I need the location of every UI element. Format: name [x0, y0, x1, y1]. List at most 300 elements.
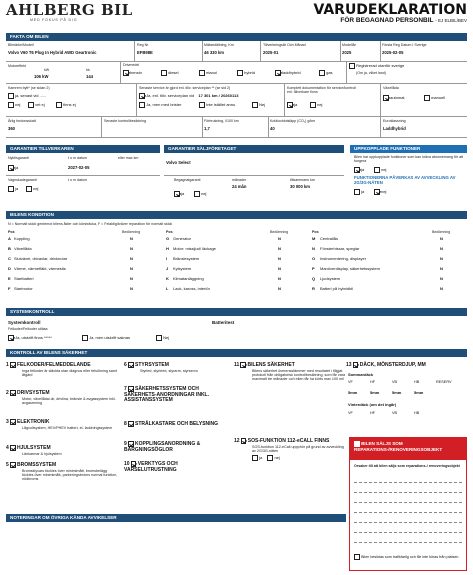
fordonsskatt-label: Årlig fordonsskatt: [8, 119, 36, 123]
check-title-11: BILENS SÄKERHET: [247, 361, 295, 368]
gar-km-value: 30 000 km: [290, 184, 311, 189]
sys-opt1-checkbox[interactable]: [8, 335, 14, 341]
check-13-checkbox[interactable]: [353, 362, 359, 368]
euroklass-label: Euroklassning: [383, 119, 406, 123]
fp-ja-checkbox[interactable]: [354, 189, 360, 195]
sys-opt2-label: Ja, men utskrift saknas: [89, 334, 130, 340]
check-item-10: [124, 461, 230, 473]
fuel-gas-label: gas: [326, 69, 333, 75]
kontroll-bar: KONTROLL AV BILENS SÄKERHET: [6, 349, 467, 357]
check-item-13: [346, 362, 467, 369]
fuel-hybrid-label: hybrid: [244, 69, 255, 75]
komplett-nej-checkbox[interactable]: [310, 102, 316, 108]
condition-pos: L: [166, 286, 169, 291]
komplett-nej-label: nej: [317, 101, 323, 107]
kamrem-nej-checkbox[interactable]: [8, 102, 14, 108]
gar-tillv-section: [6, 153, 160, 201]
condition-name: Växellåda: [14, 246, 32, 251]
check-num-4: 4: [6, 444, 9, 451]
check-item-7: [124, 386, 230, 404]
condition-name: Klimatanläggning: [173, 276, 204, 281]
vaxel-auto-checkbox[interactable]: [383, 95, 389, 101]
check-num-11: 11: [234, 361, 240, 368]
condition-rating: N: [278, 246, 281, 251]
hk-value: 144: [86, 74, 93, 79]
condition-name: Koppling: [14, 236, 30, 241]
model-value: Volvo V60 T6 Plug In Hybrid AWD Geartronic: [8, 50, 97, 55]
gar-salj-name: Volvo Select: [166, 160, 191, 165]
check-title-12: SOS-FUNKTION 112-eCALL FINNS: [247, 437, 330, 444]
check-item-1: [6, 362, 118, 377]
condition-name: Lack, kaross, interiör: [173, 286, 210, 291]
sommar-hb: 5mm: [414, 390, 424, 395]
condition-name: Slutväxel, drivaxlar, drivknutar: [14, 256, 68, 261]
check-title-3: ELEKTRONIK: [17, 418, 50, 425]
system-section: [6, 316, 467, 344]
service-inte-label: Inte istället annu: [206, 101, 236, 107]
forsta-value: 2025-02-05: [382, 50, 404, 55]
reg-utanfor-checkbox[interactable]: [349, 63, 355, 69]
condition-rating: N: [440, 286, 443, 291]
komplett-ja-checkbox[interactable]: [287, 102, 293, 108]
fp-title: FUNKTIONERNA PÅVERKAS AV AVVECKLING AV 2G/3G-NÄTEN: [354, 175, 456, 185]
kamrem-vetej-label: vet ej: [35, 101, 45, 107]
modellar-value: 2025: [342, 50, 352, 55]
condition-rating: N: [130, 266, 133, 271]
condition-pos: E: [8, 276, 11, 281]
vaxel-manuell-label: manuell: [431, 94, 446, 100]
beg-ja[interactable]: [174, 191, 184, 197]
fp-ja[interactable]: [354, 189, 364, 195]
reg-utanfor-label: Registrerad utanför sverige: [356, 62, 405, 68]
condition-name: Motor: missljud/ läckage: [173, 246, 216, 251]
tire-col-hb: HB: [414, 380, 420, 384]
condition-rating: N: [130, 256, 133, 261]
motor-label: Motoreffekt: [8, 64, 26, 68]
doc-title: VARUDEKLARATION: [313, 2, 467, 18]
condition-pos: C: [8, 256, 11, 261]
vaxellada-label: Växellåda: [383, 86, 399, 90]
doc-subtitle: [340, 17, 467, 24]
tire-col-hb-2: HB: [414, 411, 420, 415]
fuel-laddhybrid-checkbox[interactable]: [275, 70, 281, 76]
check-num-3: 3: [6, 418, 9, 425]
reg-utanfor[interactable]: [349, 63, 404, 69]
komplett-label: Komplett dokumentation för service/kontroll enl. tillverkare finns: [287, 86, 356, 95]
noteringar-bar: NOTERINGAR OM ÖVRIGA KÄNDA AVVIKELSER: [6, 514, 346, 522]
nyb-till-datum: t o m datum: [68, 156, 87, 160]
fordonsskatt-value: 360: [8, 126, 15, 131]
service-nej[interactable]: [252, 102, 265, 108]
service-label: Senaste service är gjord enl. tillv. serviceplan ** (se sid 2): [139, 86, 231, 90]
check-desc-5: Bromsklyvars töckles över minimimått, bromsbelägg töckles över minimimått, parkeringsbroms normal funktion, nödbroms: [22, 468, 118, 482]
co2-label: Koldioxidutsläpp (CO₂) g/km: [270, 119, 316, 123]
check-item-3: [6, 419, 118, 430]
condition-pos: H: [166, 246, 169, 251]
fakta-section: [6, 41, 467, 138]
check-title-13: DÄCK, MÖNSTERDJUP, MM: [359, 361, 426, 368]
check-item-4: [6, 445, 118, 456]
sys-opt2-checkbox[interactable]: [82, 335, 88, 341]
reparation-bottom-label: Bilen besiktas som trafikfarlig och får inte köras från platsen: [361, 554, 459, 559]
vaxel-auto-label: automat: [390, 94, 405, 100]
beg-ja-checkbox[interactable]: [174, 191, 180, 197]
gar-salj-section: [164, 153, 344, 201]
euroklass-value: Laddhybrid: [383, 126, 406, 131]
kondition-legend: N = Normalt skick gentemot bilens ålder och körsträcka, F = Felaktig/kräver reparation för normalt skick: [8, 222, 173, 226]
fuel-diesel-checkbox[interactable]: [161, 70, 167, 76]
kondition-section: [6, 219, 467, 301]
condition-rating: N: [130, 276, 133, 281]
sys-opt1-label: Ja, utskrift finns *****: [15, 334, 52, 340]
condition-pos: J: [166, 266, 169, 271]
check-desc-12: SOS-funktion 112-eCall uppphör på grund av avveckling av 2G/3G-näten: [252, 444, 344, 453]
check-2-checkbox[interactable]: [10, 390, 16, 396]
drivmedel-label: Drivmedel: [123, 63, 140, 67]
beg-nej-label: nej: [201, 190, 207, 196]
condition-pos: G: [166, 236, 170, 241]
fuel-gas-checkbox[interactable]: [319, 70, 325, 76]
reparation-checkbox[interactable]: [354, 441, 360, 447]
tire-col-vb: VB: [392, 380, 398, 384]
fuel-bensin-checkbox[interactable]: [123, 70, 129, 76]
bed-label-3: Bedömning: [432, 230, 451, 234]
forbruk-value: 1,7: [204, 126, 210, 131]
pos-label-2: Pos: [166, 230, 173, 234]
check-num-10: 10: [124, 460, 130, 467]
condition-rating: N: [278, 266, 281, 271]
kontroll-label: Senaste kontrollbesiktning: [104, 119, 146, 123]
nyb-label: Nybilsgaranti: [8, 156, 29, 160]
condition-name: Batteri på hybridbil: [320, 286, 354, 291]
condition-name: Bränslesystem: [173, 256, 200, 261]
service-ja[interactable]: [139, 93, 238, 99]
sommar-label: Sommardäck: [348, 372, 374, 377]
fp-ja-label: ja: [361, 188, 365, 194]
service-ja-checkbox[interactable]: [139, 93, 145, 99]
felkod-label: Felkoder/Felkoder utläsa: [8, 327, 48, 331]
sys-opt3[interactable]: [156, 335, 169, 341]
check-desc-6: Styrled, styrleed, styrarm, styrservo: [140, 368, 198, 373]
condition-pos: O: [312, 256, 316, 261]
check-4-checkbox[interactable]: [10, 445, 16, 451]
km-value: 46 330 km: [204, 50, 225, 55]
forsta-label: Första Reg Datum I Sverige: [382, 43, 427, 47]
condition-name: Fönsterhissar, speglar: [320, 246, 360, 251]
condition-rating: N: [278, 236, 281, 241]
condition-rating: N: [278, 256, 281, 261]
nyb-ja-checkbox[interactable]: [8, 165, 14, 171]
bed-label-2: Bedömning: [270, 230, 289, 234]
komplett-ja-label: ja: [294, 101, 298, 107]
fuel-gas[interactable]: [319, 70, 333, 76]
vagn-ja[interactable]: [8, 186, 18, 192]
kw-label: kW: [44, 68, 50, 72]
pos-label-3: Pos: [312, 230, 319, 234]
uppkoppl-nej-checkbox[interactable]: [374, 167, 380, 173]
service-brister[interactable]: [139, 102, 181, 108]
vagn-till: t o m datum: [68, 178, 87, 182]
tire-col-vb-2: VB: [392, 411, 398, 415]
nyb-datum: 2027-02-05: [68, 165, 90, 170]
kamrem-vetej[interactable]: [28, 102, 45, 108]
service-ja-label: Ja, enl. tillv. serviceplan vid: [146, 92, 195, 98]
check-item-9: [124, 441, 230, 453]
beg-nej-checkbox[interactable]: [194, 191, 200, 197]
check-num-8: 8: [124, 420, 127, 427]
check-num-2: 2: [6, 389, 9, 396]
check-title-4: HJULSYSTEM: [17, 444, 51, 451]
vagn-nej-label: nej: [33, 185, 39, 191]
check-8-checkbox[interactable]: [128, 421, 134, 427]
condition-pos: K: [166, 276, 169, 281]
condition-pos: P: [312, 266, 315, 271]
condition-name: Manöverdisplay, säkerhetssystem: [320, 266, 380, 271]
fuel-laddhybrid-label: laddhybrid: [282, 69, 301, 75]
reparation-bottom-checkbox[interactable]: [354, 554, 360, 560]
check-title-6: STYRSYSTEM: [135, 361, 169, 368]
sys-opt2[interactable]: [82, 335, 130, 341]
condition-pos: B: [8, 246, 11, 251]
kamrem-ja[interactable]: [8, 93, 46, 99]
sys-opt3-label: Nej: [163, 334, 170, 340]
condition-rating: N: [278, 286, 281, 291]
condition-name: Startbatteri: [14, 276, 34, 281]
check-title-7: SÄKERHETSSYSTEM OCH SÄKERHETS-ANORDNINGAR INKL. ASSISTANSSYSTEM: [124, 385, 209, 404]
check-5-checkbox[interactable]: [10, 462, 16, 468]
check-num-1: 1: [6, 361, 9, 368]
check-num-12: 12: [234, 437, 240, 444]
vagn-nej-checkbox[interactable]: [26, 186, 32, 192]
check-desc-3: Lågvoltsystem, HEV/PHEV batteri, el- laddningssystem: [22, 425, 113, 430]
fuel-etanol-checkbox[interactable]: [199, 70, 205, 76]
sos-nej-label: nej: [274, 454, 280, 460]
check-9-checkbox[interactable]: [128, 441, 134, 447]
brand-logo: AHLBERG BIL: [6, 1, 133, 19]
condition-pos: N: [312, 246, 315, 251]
check-desc-1: Inga felkoder är släckta utan diagnos eller felsökning samt åtgärd: [22, 368, 117, 377]
uppkoppl-ja[interactable]: [354, 167, 364, 173]
doc-subtitle-main: FÖR BEGAGNAD PERSONBIL: [340, 17, 434, 24]
condition-rating: N: [440, 236, 443, 241]
bed-label-1: Bedömning: [122, 230, 141, 234]
check-10-checkbox[interactable]: [131, 461, 137, 467]
check-desc-2: Motor, växellåda/-är, drivlina, bränsle & avgassystem inkl. avgasrening: [22, 396, 116, 405]
vinter-label: Vinterdäck (om det ingår): [348, 402, 397, 407]
vaxel-manuell-checkbox[interactable]: [424, 95, 430, 101]
sos-nej-checkbox[interactable]: [267, 455, 273, 461]
condition-pos: I: [166, 256, 168, 261]
kamrem-ja-label: ja, senast vid ......: [15, 92, 47, 98]
service-brister-checkbox[interactable]: [139, 102, 145, 108]
check-num-13: 13: [346, 361, 352, 368]
check-1-checkbox[interactable]: [10, 362, 16, 368]
kamrem-finns-checkbox[interactable]: [56, 102, 62, 108]
check-11-checkbox[interactable]: [240, 362, 246, 368]
km-label: Mätarställning, Km: [204, 43, 234, 47]
condition-rating: N: [440, 256, 443, 261]
nyb-ja-label: ja: [15, 164, 19, 170]
system-label: Systemkontroll: [8, 320, 41, 325]
kamrem-label: Kamrem bytt* (se sidan 2): [8, 86, 50, 90]
kamrem-nej[interactable]: [8, 102, 20, 108]
fuel-bensin[interactable]: [123, 70, 142, 76]
check-title-10: VERKTYGS OCH VARSELUTRUSTNING: [124, 460, 178, 473]
fp-nej-checkbox[interactable]: [374, 189, 380, 195]
sommar-vb: 5mm: [392, 390, 402, 395]
vaxel-manuell[interactable]: [424, 95, 445, 101]
beg-nej[interactable]: [194, 191, 206, 197]
check-title-5: BROMSSYSTEM: [17, 461, 57, 468]
manader-label: månader: [232, 178, 247, 182]
tire-col-vf-2: VF: [348, 411, 353, 415]
condition-rating: N: [130, 246, 133, 251]
kondition-bar: BILENS KONDITION: [6, 211, 467, 219]
check-item-11: [234, 362, 346, 381]
condition-rating: N: [130, 236, 133, 241]
check-num-5: 5: [6, 461, 9, 468]
kamrem-ja-checkbox[interactable]: [8, 93, 14, 99]
check-12-checkbox[interactable]: [241, 438, 247, 444]
nyb-ja[interactable]: [8, 165, 18, 171]
komplett-nej[interactable]: [310, 102, 322, 108]
kamrem-vetej-checkbox[interactable]: [28, 102, 34, 108]
check-desc-4: Länkarmar & hjulsystem: [22, 451, 62, 456]
vagn-ja-label: ja: [15, 185, 19, 191]
check-num-6: 6: [124, 361, 127, 368]
tillsamman-label: tillsammans km: [290, 178, 315, 182]
reparation-header: [350, 438, 466, 460]
condition-pos: A: [8, 236, 11, 241]
tire-col-reserv: RESERV: [436, 380, 452, 384]
condition-pos: R: [312, 286, 315, 291]
check-title-2: DRIVSYSTEM: [17, 389, 50, 396]
service-nej-checkbox[interactable]: [252, 102, 258, 108]
condition-name: Värme, värmefläkt, värmesits: [14, 266, 66, 271]
uppkoppl-ja-label: ja: [361, 166, 365, 172]
fuel-bensin-label: bensin: [130, 69, 142, 75]
uppkoppl-nej-label: nej: [381, 166, 387, 172]
check-title-9: KOPPLINGSANORDNING & BÄRGNINGSÖGLOR: [124, 440, 201, 453]
tire-col-hf-2: HF: [370, 411, 376, 415]
check-3-checkbox[interactable]: [10, 419, 16, 425]
uppkoppl-bar: UPPKOPPLADE FUNKTIONER: [350, 145, 467, 153]
hk-label: hk: [86, 68, 90, 72]
service-inte[interactable]: [199, 102, 235, 108]
reg-label: Reg Nr: [137, 43, 149, 47]
sommar-hf: 5mm: [370, 390, 380, 395]
check-desc-11: Bilens säkerhet överensstämmer med resultatet i tillgjat protokoll från obligatorisk kontrollbesiktning, som får vara maximalt tre månader och bilen får ha körts max 100 mil: [252, 368, 346, 382]
sos-ja-checkbox[interactable]: [252, 455, 258, 461]
fp-nej-label: nej: [381, 188, 387, 194]
vagn-ja-checkbox[interactable]: [8, 186, 14, 192]
service-inte-checkbox[interactable]: [199, 102, 205, 108]
condition-rating: N: [440, 266, 443, 271]
condition-rating: N: [440, 276, 443, 281]
manader-value: 24 mån: [232, 184, 247, 189]
beg-label: Begagnatgaranti: [174, 178, 201, 182]
kamrem-finns-label: finns ej: [63, 101, 76, 107]
sos-ja-label: ja: [259, 454, 263, 460]
uppkoppl-section: [350, 153, 467, 201]
fuel-hybrid[interactable]: [237, 70, 255, 76]
condition-name: Kylsystem: [173, 266, 192, 271]
reparation-bottom[interactable]: [354, 554, 464, 560]
vagn-nej[interactable]: [26, 186, 38, 192]
vilket-land: (Om ja, vilket land): [356, 71, 386, 75]
noteringar-area[interactable]: [6, 522, 346, 571]
condition-pos: D: [8, 266, 11, 271]
check-6-checkbox[interactable]: [128, 362, 134, 368]
check-item-5: [6, 462, 118, 481]
condition-rating: N: [278, 276, 281, 281]
condition-name: Ljudsystem: [320, 276, 341, 281]
kamrem-finns[interactable]: [56, 102, 76, 108]
pos-label-1: Pos: [8, 230, 15, 234]
doc-subtitle-suffix: - EJ ELBIL/BEV: [435, 18, 467, 23]
beg-ja-label: ja: [181, 190, 185, 196]
uppkoppl-text: Bilen har uppkopplade funktioner som kan kräva abonnemang för att fungera: [354, 155, 464, 164]
condition-name: Centrallås: [320, 236, 339, 241]
modellar-label: Modellår: [342, 43, 356, 47]
fuel-diesel[interactable]: [161, 70, 179, 76]
reparation-title: BILEN SÄLJS SOM REPARATIONS-/RENOVERINGSOBJEKT: [354, 441, 443, 452]
fp-nej[interactable]: [374, 189, 386, 195]
sommar-vf: 5mm: [348, 390, 358, 395]
reparation-box: [349, 437, 467, 571]
check-item-2: [6, 390, 118, 405]
fakta-bar: FAKTA OM BILEN: [6, 33, 467, 41]
forbruk-label: Förbrukning, l/100 km: [204, 119, 239, 123]
reg-value: EFB98E: [137, 50, 153, 55]
header: [6, 2, 467, 26]
battery-label: Batteritest: [212, 320, 235, 325]
tillverkning-value: 2025-01: [263, 50, 279, 55]
condition-name: Generator: [173, 236, 192, 241]
condition-name: Instrumentering, displayer: [320, 256, 367, 261]
condition-rating: N: [440, 246, 443, 251]
service-brister-label: Ja, men med brister: [146, 101, 182, 107]
uppkoppl-ja-checkbox[interactable]: [354, 167, 360, 173]
tillverkning-label: Tillverkningsår Och Månad: [263, 43, 306, 47]
tire-col-vf: VF: [348, 380, 353, 384]
fuel-options: [123, 70, 355, 78]
kamrem-nej-label: nej: [15, 101, 21, 107]
vagn-label: Vagnskadegaranti: [8, 178, 37, 182]
komplett-ja[interactable]: [287, 102, 297, 108]
co2-value: 40: [270, 126, 275, 131]
fuel-diesel-label: diesel: [168, 69, 179, 75]
check-item-12: [234, 438, 346, 461]
sys-opt1[interactable]: [8, 335, 52, 341]
vaxel-auto[interactable]: [383, 95, 405, 101]
reparation-orsak: Orsaker till att bilen säljs som reparations-/ renoveringsobjekt: [354, 464, 460, 468]
check-7-checkbox[interactable]: [128, 386, 134, 392]
fuel-laddhybrid[interactable]: [275, 70, 301, 76]
sys-opt3-checkbox[interactable]: [156, 335, 162, 341]
gar-tillv-bar: GARANTIER TILLVERKAREN: [6, 145, 160, 153]
check-title-1: FELKODER/FELMEDDELANDE: [17, 361, 91, 368]
condition-pos: F: [8, 286, 11, 291]
check-num-7: 7: [124, 385, 127, 392]
uppkoppl-nej[interactable]: [374, 167, 386, 173]
condition-name: Startmotor: [14, 286, 33, 291]
check-title-8: STRÅLKASTARE OCH BELYSNING: [135, 420, 219, 427]
fuel-etanol[interactable]: [199, 70, 217, 76]
brand-slogan: MED FOKUS PÅ DIG: [30, 18, 78, 22]
service-km: 17 301 km / 20260113: [198, 92, 239, 98]
fuel-hybrid-checkbox[interactable]: [237, 70, 243, 76]
